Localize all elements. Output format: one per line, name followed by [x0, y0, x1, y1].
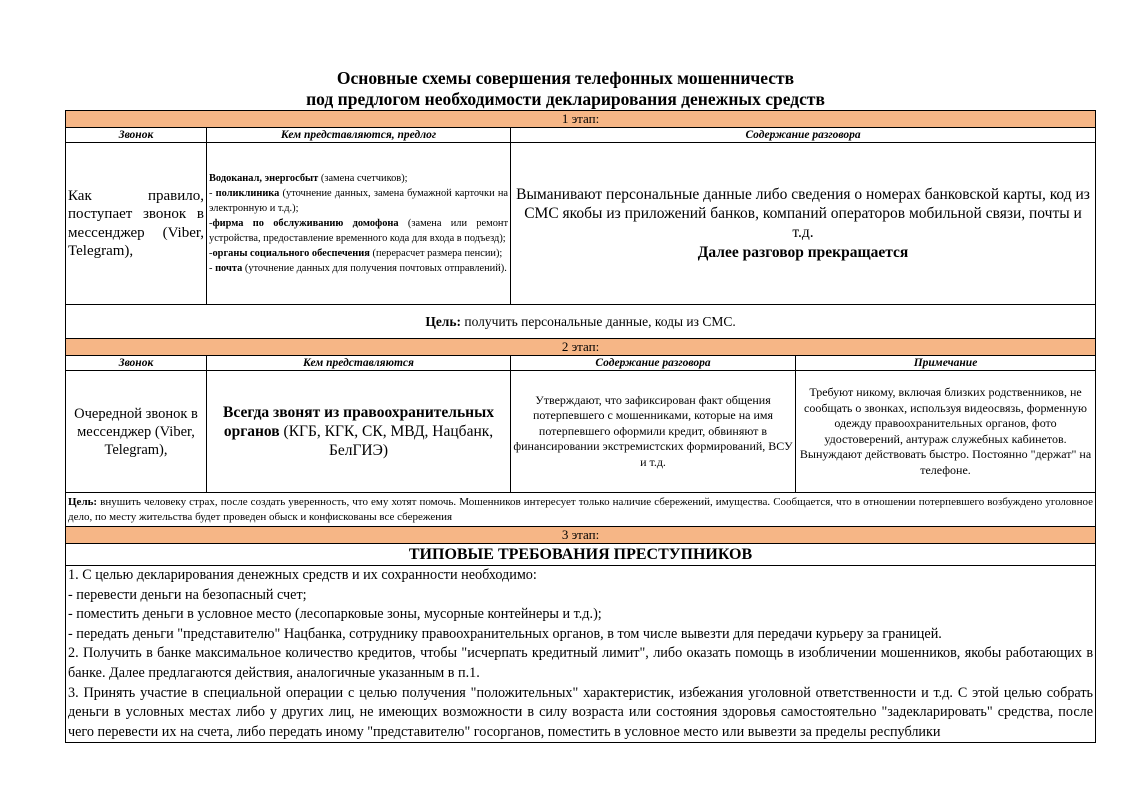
stage-3-body-row	[66, 566, 1096, 743]
stage-1-label: 1 этап:	[66, 111, 1096, 128]
title-line-1: Основные схемы совершения телефонных мошенничеств	[336, 68, 795, 88]
demand-line: 1. С целью декларирования денежных средств и их сохранности необходимо:	[68, 567, 537, 583]
stage-2-who-cell	[207, 371, 511, 493]
stage-2-row	[66, 339, 1096, 356]
stage-1-goal	[66, 305, 1096, 339]
who-rest: (КГБ, КГК, СК, МВД, Нацбанк, БелГИЭ)	[279, 423, 494, 459]
stage-1-content-cell	[511, 143, 1096, 305]
who-item: - поликлиника (уточнение данных, замена бумажной карточки на электронную и т.д.);	[209, 188, 509, 214]
header-call: Звонок	[66, 356, 207, 371]
header-note: Примечание	[796, 356, 1096, 371]
demand-line: - поместить деньги в условное место (лесопарковые зоны, мусорные контейнеры и т.д.);	[68, 606, 602, 623]
stage-1-who-cell	[207, 143, 511, 305]
header-call: Звонок	[66, 128, 207, 143]
demand-line: 2. Получить в банке максимальное количество кредитов, чтобы "исчерпать кредитный лимит", либо оказать помощь в изобличении мошенников, якобы работающих в банке. Далее предлагаются действия, аналогичные указанным в п.1.	[68, 645, 1094, 681]
stage-2-header-row	[66, 356, 1096, 371]
typical-demands-heading: ТИПОВЫЕ ТРЕБОВАНИЯ ПРЕСТУПНИКОВ	[66, 544, 1096, 566]
who-bold: Всегда звонят из правоохранительных органов	[223, 404, 494, 440]
stage-2-call-cell: Очередной звонок в мессенджер (Viber, Telegram),	[66, 371, 207, 493]
who-item: -органы социального обеспечения (перерасчет размера пенсии);	[209, 248, 503, 259]
stage-2-label: 2 этап:	[66, 339, 1096, 356]
typical-demands-list	[66, 566, 1096, 743]
stage-3-row	[66, 527, 1096, 544]
fraud-schemes-table	[65, 110, 1096, 743]
who-item: Водоканал, энергосбыт (замена счетчиков);	[209, 173, 408, 184]
goal-text: получить персональные данные, коды из СМС.	[461, 313, 736, 329]
stage-3-heading-row	[66, 544, 1096, 566]
header-who-pretext: Кем представляются, предлог	[207, 128, 511, 143]
stage-2-content-cell: Утверждают, что зафиксирован факт общения потерпевшего с мошенниками, которые на имя потерпевшего оформили кредит, обвиняют в финансировании экстремистских формирований, ВСУ и т.д.	[511, 371, 796, 493]
header-who: Кем представляются	[207, 356, 511, 371]
stage-1-header-row	[66, 128, 1096, 143]
stage-1-row	[66, 111, 1096, 128]
demand-line: - перевести деньги на безопасный счет;	[68, 586, 307, 603]
stage-2-goal	[66, 493, 1096, 527]
stage-1-goal-row	[66, 305, 1096, 339]
goal-label: Цель:	[68, 496, 98, 508]
stage-1-body-row	[66, 143, 1096, 305]
goal-label: Цель:	[425, 313, 462, 329]
stage-2-body-row	[66, 371, 1096, 493]
stage-1-call-cell: Как правило, поступает звонок в мессенджер (Viber, Telegram),	[66, 143, 207, 305]
demand-line: 3. Принять участие в специальной операции с целью получения "положительных" характеристик, избежания уголовной ответственности и т.д. С этой целью собрать деньги в условных местах либо у других лиц, не имеющих возможности в силу возраста или состояния здоровья самостоятельно "задекларировать" средства, после чего перевести их на счета, либо передать иному "представителю" госорганов, поместить в условное место или вывезти за пределы республики	[68, 684, 1094, 740]
header-content: Содержание разговора	[511, 128, 1096, 143]
who-item: -фирма по обслуживанию домофона (замена или ремонт устройства, предоставление временного кода для входа в подъезд);	[209, 218, 508, 244]
who-item: - почта (уточнение данных для получения почтовых отправлений).	[209, 263, 507, 274]
document-title	[0, 68, 1131, 110]
header-content: Содержание разговора	[511, 356, 796, 371]
title-line-2: под предлогом необходимости декларирования денежных средств	[306, 89, 825, 109]
stage-2-goal-row	[66, 493, 1096, 527]
goal-text: внушить человеку страх, после создать уверенность, что ему хотят помочь. Мошенников интересует только наличие сбережений, имущества. Сообщается, что в отношении потерпевшего возбуждено уголовное дело, по месту жительства будет проведен обыск и конфискованы все сбережения	[68, 496, 1094, 523]
stage-1-content-text: Выманивают персональные данные либо сведения о номерах банковской карты, код из СМС якобы из приложений банков, компаний операторов мобильной связи, почты и т.д.	[516, 186, 1090, 241]
stage-1-content-stop: Далее разговор прекращается	[697, 244, 909, 261]
demand-line: - передать деньги "представителю" Нацбанка, сотруднику правоохранительных органов, в том числе вывезти для передачи курьеру за границей.	[68, 625, 942, 642]
stage-2-note-cell: Требуют никому, включая близких родственников, не сообщать о звонках, используя видеосвязь, форменную одежду правоохранительных органов, фото удостоверений, антураж служебных кабинетов. Вынуждают действовать быстро. Постоянно "держат" на телефоне.	[796, 371, 1096, 493]
stage-3-label: 3 этап:	[66, 527, 1096, 544]
